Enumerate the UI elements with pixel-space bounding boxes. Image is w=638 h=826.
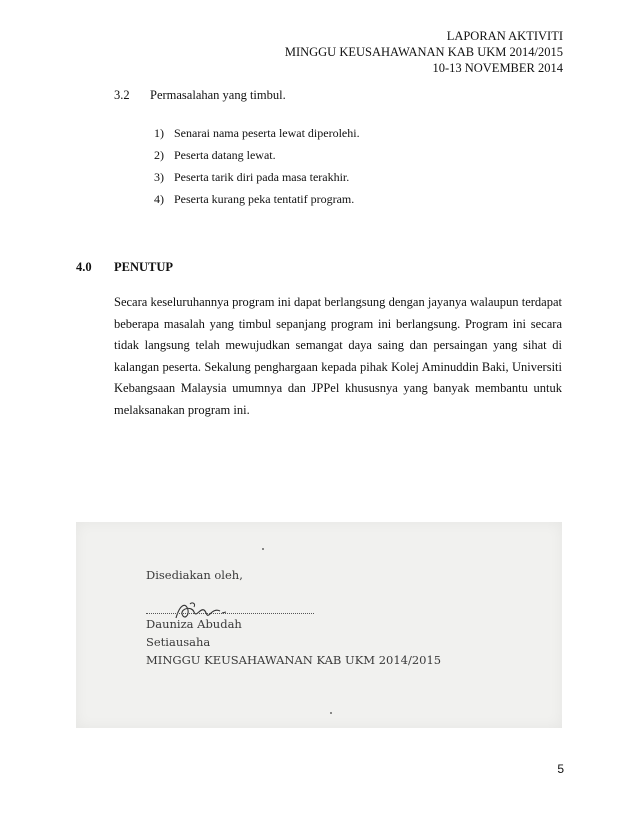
list-item-number: 1) [154,126,164,140]
list-item-text: Peserta datang lewat. [174,148,276,162]
list-item-text: Senarai nama peserta lewat diperolehi. [174,126,360,140]
section-title: Permasalahan yang timbul. [150,88,286,102]
signature-line [146,613,314,614]
section-title: PENUTUP [114,260,174,274]
closing-paragraph: Secara keseluruhannya program ini dapat berlangsung dengan jayanya walaupun terdapat beberapa masalah yang timbul sepanjang program ini berlangsung. Program ini secara tidak langsung telah mewujudkan semangat daya saing dan persaingan yang sihat di kalangan peserta. Sekalung penghargaan kepada pihak Kolej Aminuddin Baki, Universiti Kebangsaan Malaysia umumnya dan JPPel khususnya yang banyak membantu untuk melaksanakan program ini. [114,295,562,417]
page-header [285,28,563,76]
signatory-event: MINGGU KEUSAHAWANAN KAB UKM 2014/2015 [146,653,442,667]
section-number: 3.2 [114,88,130,102]
section-number: 4.0 [76,260,92,274]
section-4-0 [76,260,562,417]
signatory-name: Dauniza Abudah [146,617,242,631]
list-item-number: 2) [154,148,164,162]
list-item-number: 3) [154,170,164,184]
header-report-title: LAPORAN AKTIVITI [446,29,563,43]
prepared-by-label: Disediakan oleh, [146,568,243,582]
page-number: 5 [557,762,564,776]
header-event-dates: 10-13 NOVEMBER 2014 [432,61,563,75]
scan-speck [262,548,264,550]
scan-speck [330,712,332,714]
signatory-role: Setiausaha [146,635,211,649]
header-event-name: MINGGU KEUSAHAWANAN KAB UKM 2014/2015 [284,45,563,59]
list-item-text: Peserta kurang peka tentatif program. [174,192,355,206]
scanned-signature-block [76,522,562,728]
list-item-number: 4) [154,192,164,206]
list-item-text: Peserta tarik diri pada masa terakhir. [174,170,350,184]
section-4-0-heading [76,260,562,280]
